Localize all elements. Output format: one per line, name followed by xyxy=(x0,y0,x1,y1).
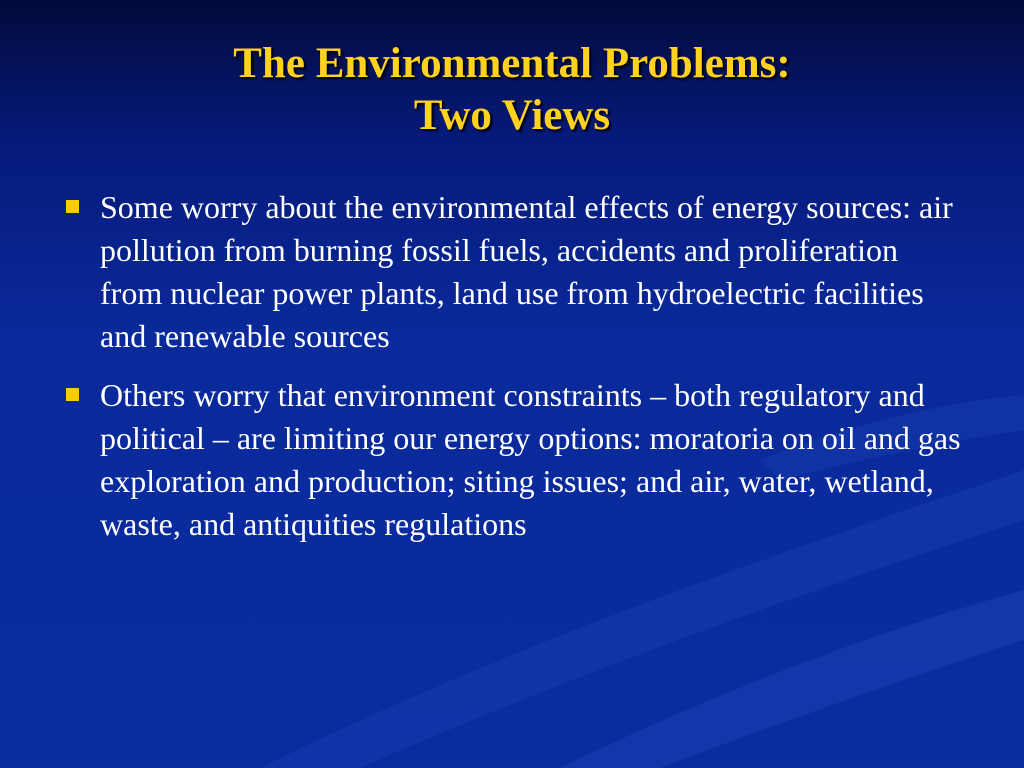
square-bullet-icon xyxy=(66,200,79,213)
slide-title-line-1: The Environmental Problems: xyxy=(233,40,791,87)
bullet-list xyxy=(62,186,962,562)
bullet-text-1: Some worry about the environmental effects of energy sources: air pollution from burning fossil fuels, accidents and proliferation from nuclear power plants, land use from hydroelectric facilities and renewable sources xyxy=(100,189,953,354)
bullet-text-2: Others worry that environment constraints – both regulatory and political – are limiting our energy options: moratoria on oil and gas exploration and production; siting issues; and air, water, wetland, waste, and antiquities regulations xyxy=(100,377,961,542)
slide-title xyxy=(0,38,1024,142)
slide-title-line-2: Two Views xyxy=(413,92,611,139)
bullet-item-2 xyxy=(62,374,962,546)
bullet-item-1 xyxy=(62,186,962,358)
square-bullet-icon xyxy=(66,388,79,401)
